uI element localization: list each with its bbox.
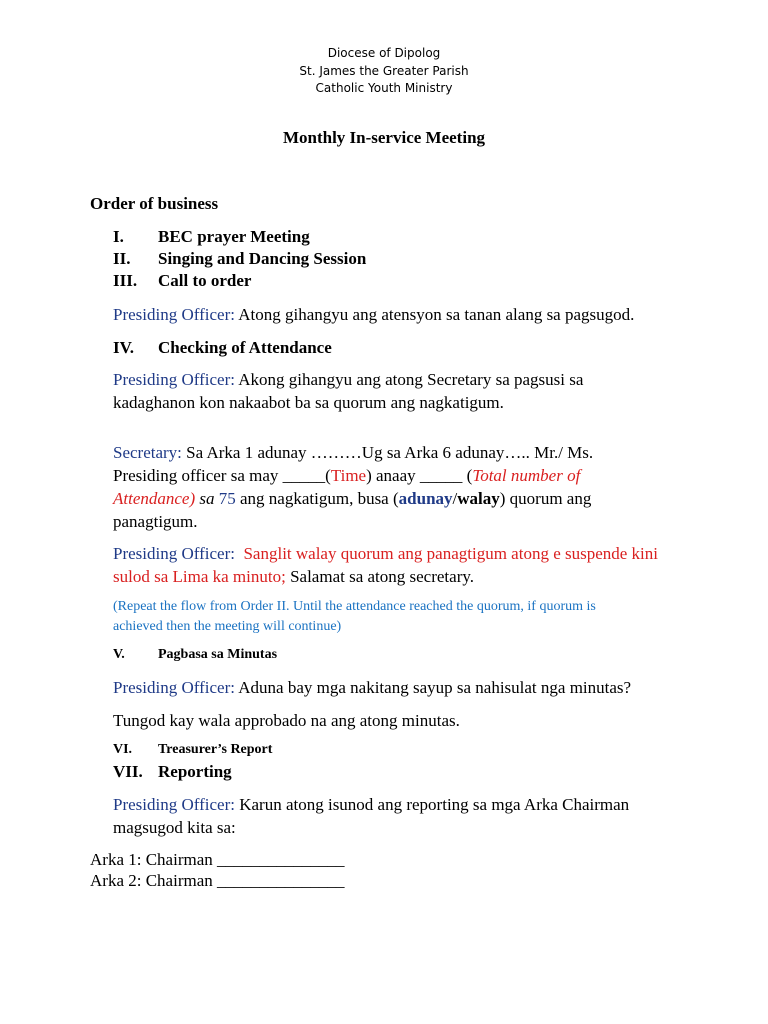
walay-text: walay xyxy=(457,489,500,508)
presiding-officer-label: Presiding Officer: xyxy=(113,370,235,389)
paragraph-attendance-request xyxy=(113,368,583,414)
arka-1-line: Arka 1: Chairman _______________ xyxy=(90,850,345,869)
item-6 xyxy=(113,742,272,758)
note-line: achieved then the meeting will continue) xyxy=(113,619,342,634)
paragraph-minutes-approved: Tungod kay wala approbado na ang atong minutas. xyxy=(113,711,460,730)
item-4 xyxy=(113,336,332,359)
presiding-officer-label: Presiding Officer: xyxy=(113,795,235,814)
secretary-text: panagtigum. xyxy=(113,512,198,531)
total-number-text: Total number of xyxy=(472,466,581,485)
ministry-line: Catholic Youth Ministry xyxy=(315,81,453,95)
paragraph-text: Akong gihangyu ang atong Secretary sa pagsusi sa xyxy=(238,370,584,389)
note-line: (Repeat the flow from Order II. Until the attendance reached the quorum, if quorum is xyxy=(113,599,596,614)
item-label: Checking of Attendance xyxy=(158,338,332,357)
item-number: II. xyxy=(113,249,131,268)
secretary-text: ) anaay _____ ( xyxy=(366,466,473,485)
item-label: Reporting xyxy=(158,762,232,781)
presiding-officer-label: Presiding Officer: xyxy=(113,544,235,563)
suspend-text: sulod sa Lima ka minuto; xyxy=(113,567,286,586)
item-1 xyxy=(113,225,310,248)
item-label: Singing and Dancing Session xyxy=(158,249,367,268)
repeat-note xyxy=(113,597,596,637)
suspend-text: Sanglit walay quorum ang panagtigum atong e suspende kini xyxy=(243,544,659,563)
document-header xyxy=(0,45,768,98)
presiding-officer-label: Presiding Officer: xyxy=(113,305,235,324)
item-label: Pagbasa sa Minutas xyxy=(158,647,278,662)
item-number: IV. xyxy=(113,338,134,357)
item-label: Treasurer’s Report xyxy=(158,742,273,757)
secretary-paragraph xyxy=(113,441,593,533)
paragraph-text: Atong gihangyu ang atensyon sa tanan alang sa pagsugod. xyxy=(238,305,635,324)
item-number: III. xyxy=(113,271,138,290)
secretary-label: Secretary: xyxy=(113,443,182,462)
time-text: Time xyxy=(330,466,367,485)
arka-2-line: Arka 2: Chairman _______________ xyxy=(90,871,345,890)
item-7 xyxy=(113,760,232,783)
secretary-text: sa xyxy=(195,489,219,508)
paragraph-call-to-order xyxy=(113,303,634,326)
item-number: VII. xyxy=(113,762,143,781)
slash-text: / xyxy=(452,489,458,508)
diocese-line: Diocese of Dipolog xyxy=(327,46,441,60)
paragraph-text: kadaghanon kon nakaabot ba sa quorum ang nagkatigum. xyxy=(113,393,504,412)
presiding-officer-label: Presiding Officer: xyxy=(113,678,235,697)
paragraph-text: Karun atong isunod ang reporting sa mga Arka Chairman xyxy=(239,795,630,814)
attendance-text: Attendance) xyxy=(113,489,196,508)
secretary-text: ) quorum ang xyxy=(499,489,592,508)
paragraph-reporting xyxy=(113,793,629,839)
secretary-text: Sa Arka 1 adunay ………Ug sa Arka 6 adunay….. Mr./ Ms. xyxy=(186,443,594,462)
secretary-text: Presiding officer sa may _____( xyxy=(113,466,331,485)
adunay-text: adunay xyxy=(398,489,453,508)
item-3 xyxy=(113,269,251,292)
item-label: Call to order xyxy=(158,271,252,290)
item-number: VI. xyxy=(113,742,133,757)
paragraph-minutes-question xyxy=(113,676,631,699)
item-5 xyxy=(113,647,277,663)
secretary-text: ang nagkatigum, busa ( xyxy=(235,489,399,508)
item-label: BEC prayer Meeting xyxy=(158,227,310,246)
item-number: V. xyxy=(113,647,125,662)
paragraph-text: Aduna bay mga nakitang sayup sa nahisulat nga minutas? xyxy=(238,678,632,697)
paragraph-text: magsugod kita sa: xyxy=(113,818,236,837)
arka-list xyxy=(90,849,345,891)
count-75: 75 xyxy=(218,489,236,508)
parish-line: St. James the Greater Parish xyxy=(299,63,469,78)
item-number: I. xyxy=(113,227,124,246)
thanks-text: Salamat sa atong secretary. xyxy=(285,567,475,586)
order-heading: Order of business xyxy=(90,194,219,213)
document-title: Monthly In-service Meeting xyxy=(282,128,486,147)
paragraph-suspend xyxy=(113,542,658,588)
item-2 xyxy=(113,247,366,270)
